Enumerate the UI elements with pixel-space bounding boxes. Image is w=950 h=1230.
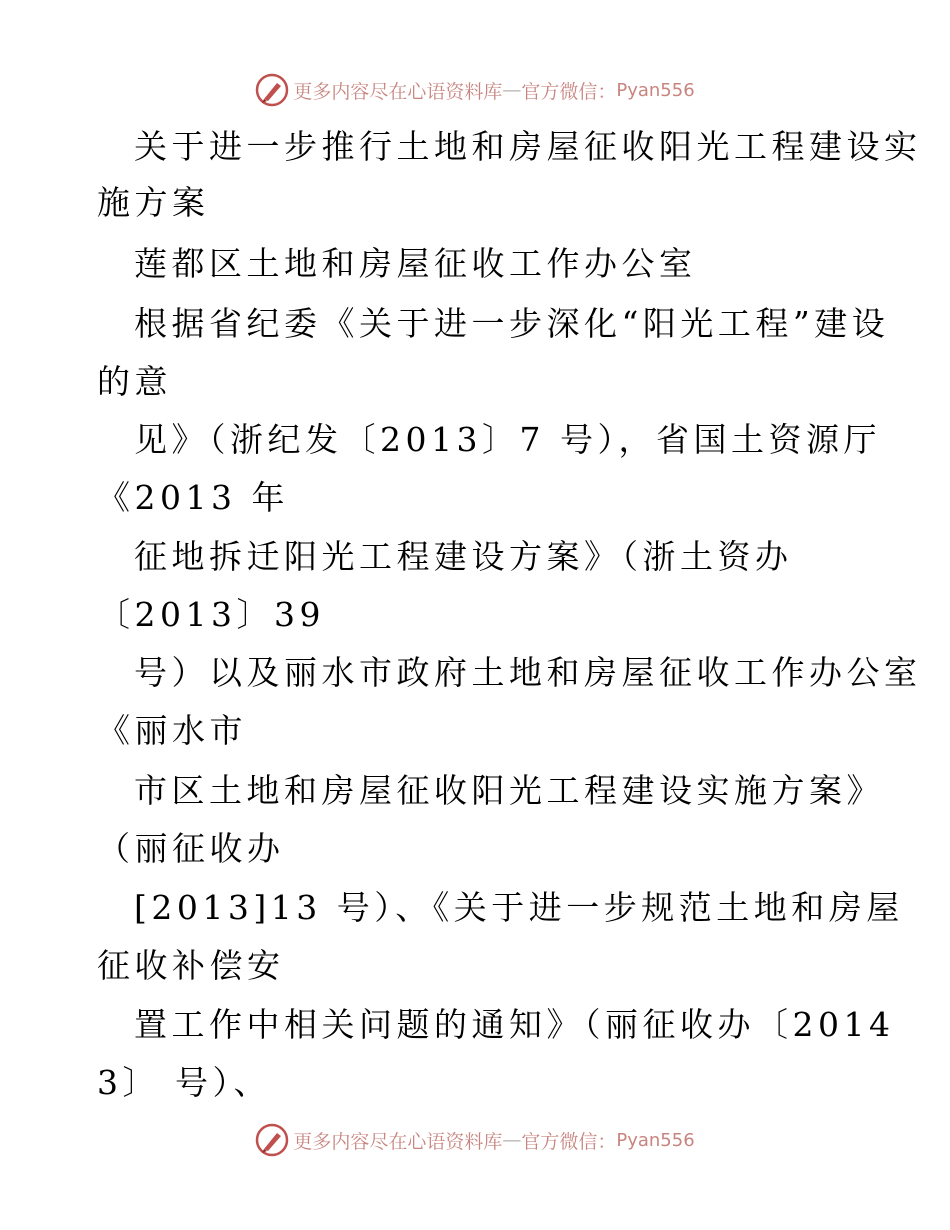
watermark-suffix: 官方微信： xyxy=(521,1130,617,1153)
paragraph-line: 置工作中相关问题的通知》（丽征收办〔2014 xyxy=(134,1005,895,1044)
paragraph-line: 的意 xyxy=(97,362,172,401)
paragraph-line: 《丽水市 xyxy=(97,711,247,750)
paragraph-line: 根据省纪委《关于进一步深化“阳光工程”建设 xyxy=(134,304,890,343)
paragraph-line: 《2013 年 xyxy=(97,478,289,517)
document-title-line-1: 关于进一步推行土地和房屋征收阳光工程建设实 xyxy=(134,127,922,166)
paragraph-line: 市区土地和房屋征收阳光工程建设实施方案》 xyxy=(134,771,884,810)
paragraph-line: 征地拆迁阳光工程建设方案》（浙土资办 xyxy=(134,537,793,576)
paragraph-line: 征收补偿安 xyxy=(97,946,285,985)
watermark-separator: — xyxy=(502,79,522,101)
paragraph-line: 号）以及丽水市政府土地和房屋征收工作办公室 xyxy=(134,653,922,692)
watermark-text: 更多内容尽在心语资料库 xyxy=(293,80,503,103)
document-title-line-2: 施方案 xyxy=(97,183,210,222)
watermark-text: 更多内容尽在心语资料库 xyxy=(293,1130,503,1153)
paragraph-line: 3〕 号）、 xyxy=(97,1063,271,1102)
paragraph-line: （丽征收办 xyxy=(97,829,285,868)
watermark-separator: — xyxy=(502,1129,522,1151)
watermark-account: Pyan556 xyxy=(616,1129,695,1151)
pen-logo-icon xyxy=(255,73,289,107)
footer-watermark xyxy=(0,1120,950,1160)
watermark-account: Pyan556 xyxy=(616,79,695,101)
paragraph-line: [2013]13 号）、《关于进一步规范土地和房屋 xyxy=(134,888,904,927)
paragraph-line: 〔2013〕39 xyxy=(97,595,325,634)
paragraph-line: 见》（浙纪发〔2013〕7 号），省国土资源厅 xyxy=(134,420,881,459)
watermark-suffix: 官方微信： xyxy=(521,80,617,103)
issuing-office: 莲都区土地和房屋征收工作办公室 xyxy=(134,244,697,283)
header-watermark xyxy=(0,70,950,110)
pen-logo-icon xyxy=(255,1123,289,1157)
